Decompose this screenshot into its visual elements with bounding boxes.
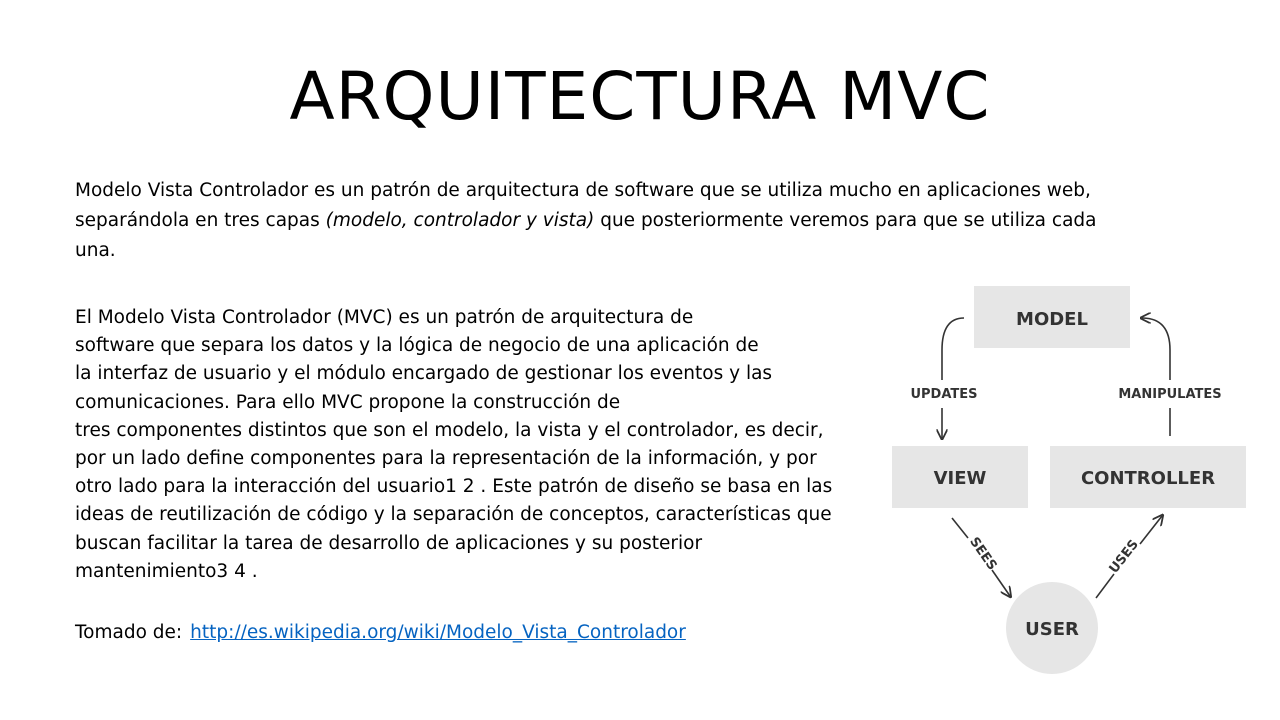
uses-arrow-upper xyxy=(1140,516,1162,544)
intro-line-1: Modelo Vista Controlador es un patrón de arquitectura de software que se utiliza mucho en aplicaciones web, xyxy=(75,180,1091,201)
intro-italic-text: (modelo, controlador y vista) xyxy=(325,210,595,231)
body-line: El Modelo Vista Controlador (MVC) es un patrón de arquitectura de xyxy=(75,307,694,328)
body-line: comunicaciones. Para ello MVC propone la construcción de xyxy=(75,391,621,413)
updates-arrow xyxy=(942,318,964,380)
body-paragraph xyxy=(75,304,875,586)
sees-arrow-lower xyxy=(992,570,1010,596)
controller-label: CONTROLLER xyxy=(1080,468,1216,489)
body-line: otro lado para la interacción del usuario1 2 . Este patrón de diseño se basa en las xyxy=(75,476,833,498)
sees-label: SEES xyxy=(966,534,1000,574)
body-line: la interfaz de usuario y el módulo encargado de gestionar los eventos y las xyxy=(75,363,773,385)
manipulates-arrow-upper xyxy=(1142,318,1170,380)
sees-arrow xyxy=(952,518,968,538)
manipulates-label: MANIPULATES xyxy=(1118,387,1222,402)
intro-text-rest: que posteriormente veremos para que se utiliza cada xyxy=(594,210,1097,231)
body-line: por un lado define componentes para la representación de la información, y por xyxy=(75,448,817,470)
body-line: ideas de reutilización de código y la separación de conceptos, características que xyxy=(75,504,832,526)
model-label: MODEL xyxy=(1016,309,1088,330)
view-label: VIEW xyxy=(933,468,987,489)
updates-label: UPDATES xyxy=(910,387,978,402)
mvc-diagram xyxy=(880,280,1260,680)
uses-label: USES xyxy=(1106,537,1142,577)
body-line: software que separa los datos y la lógica de negocio de una aplicación de xyxy=(75,335,759,357)
intro-text: separándola en tres capas xyxy=(75,210,326,231)
intro-line-3: una. xyxy=(75,240,116,261)
slide-title: ARQUITECTURA MVC xyxy=(289,58,991,135)
source-link[interactable]: http://es.wikipedia.org/wiki/Modelo_Vista_Controlador xyxy=(190,622,686,643)
source-citation xyxy=(75,622,686,643)
user-label: USER xyxy=(1025,619,1079,640)
body-line: tres componentes distintos que son el modelo, la vista y el controlador, es decir, xyxy=(75,419,824,441)
uses-arrow xyxy=(1096,574,1114,598)
body-line: buscan facilitar la tarea de desarrollo de aplicaciones y su posterior xyxy=(75,532,703,554)
body-line: mantenimiento3 4 . xyxy=(75,560,258,582)
intro-paragraph xyxy=(75,176,1195,266)
source-label: Tomado de: xyxy=(75,622,183,643)
intro-line-2 xyxy=(75,206,1195,236)
